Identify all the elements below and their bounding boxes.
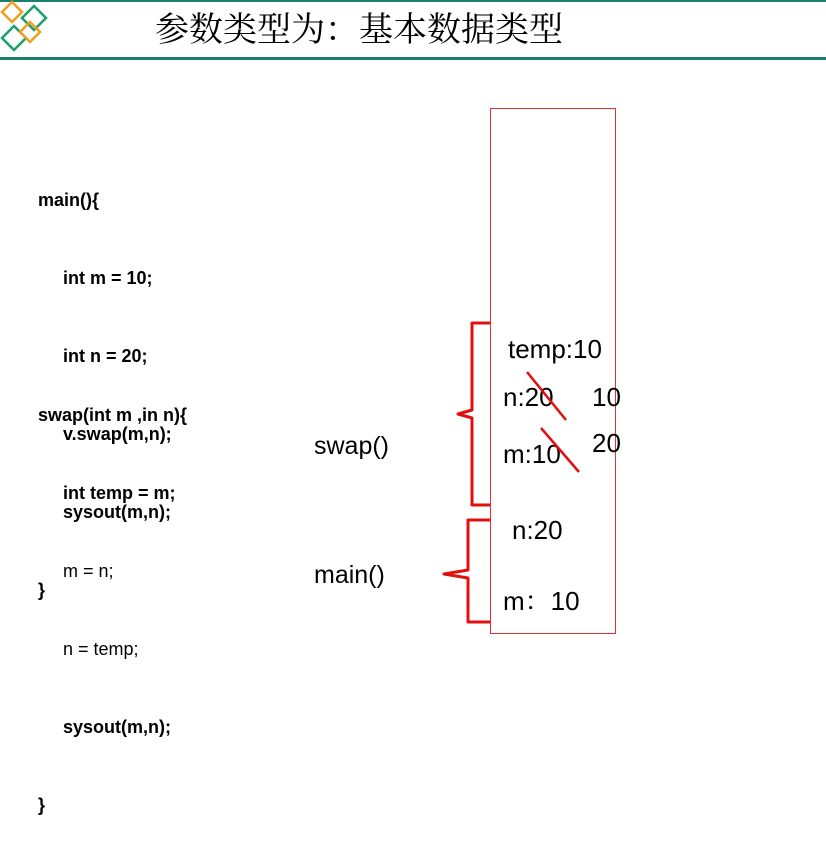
code-line: int n = 20; [63, 346, 148, 366]
page-title: 参数类型为：基本数据类型 [155, 10, 563, 50]
code-line: swap(int m ,in n){ [38, 405, 188, 425]
code-line: sysout(m,n); [63, 717, 171, 737]
code-line: int m = 10; [63, 268, 153, 288]
code-line: } [38, 795, 46, 815]
code-line: main(){ [38, 190, 100, 210]
code-line: int temp = m; [63, 483, 176, 503]
swap-m-new-value: 20 [592, 428, 621, 458]
swap-frame-label: swap() [314, 432, 390, 460]
swap-frame-brace [458, 323, 490, 505]
code-line: n = temp; [63, 639, 139, 659]
main-frame-brace [444, 520, 490, 622]
main-n-value: n:20 [512, 515, 563, 545]
main-frame-label: main() [314, 561, 385, 589]
strike-m-old [541, 428, 579, 472]
code-line: } [38, 580, 46, 600]
swap-n-new-value: 10 [592, 382, 621, 412]
code-line: v.swap(m,n); [63, 424, 172, 444]
main-m-value: m：10 [503, 586, 580, 616]
swap-temp-value: temp:10 [508, 334, 602, 364]
swap-n-old-value: n:20 [503, 382, 554, 412]
strike-n-old [527, 372, 566, 420]
code-line: m = n; [63, 561, 114, 581]
swap-m-old-value: m:10 [503, 439, 561, 469]
code-line: sysout(m,n); [63, 502, 171, 522]
